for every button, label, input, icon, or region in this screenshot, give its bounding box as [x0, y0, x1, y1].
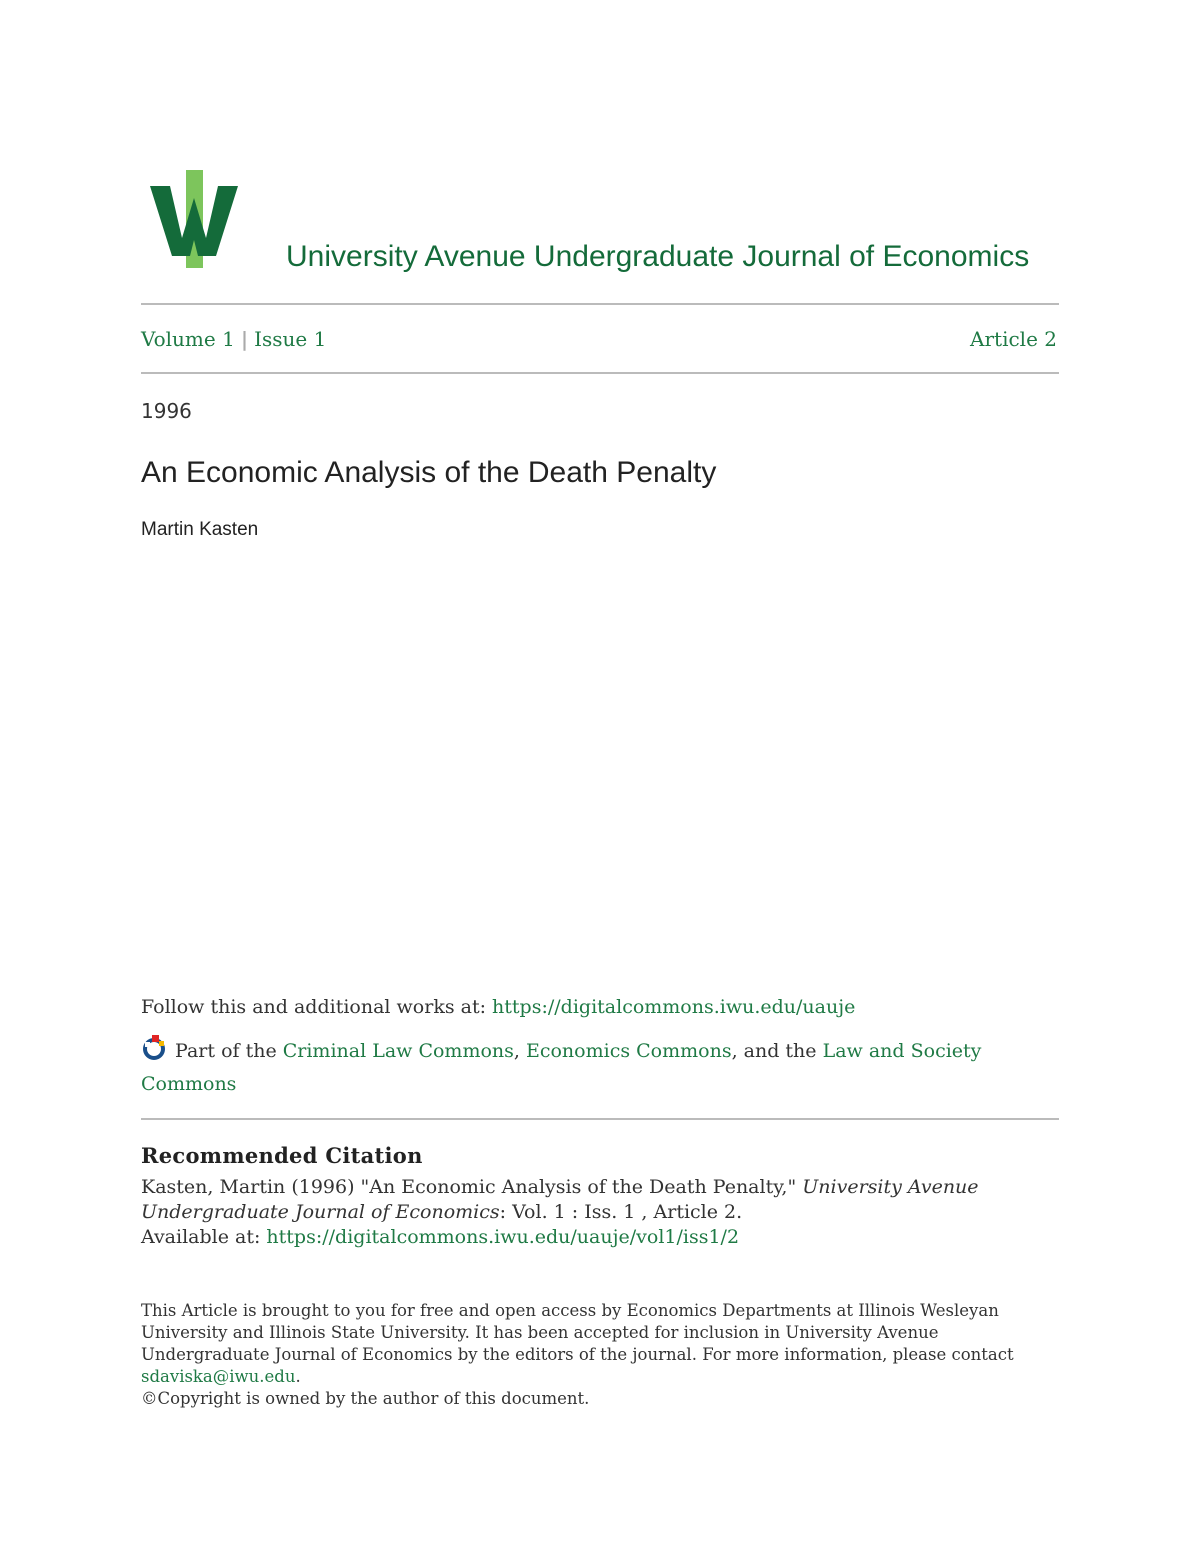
author-name: Martin Kasten: [141, 519, 259, 540]
issue-link[interactable]: Issue 1: [254, 327, 327, 351]
commons-network-icon: [141, 1033, 169, 1061]
criminal-law-commons-link[interactable]: Criminal Law Commons: [282, 1040, 514, 1062]
separator-text: , and the: [731, 1040, 823, 1062]
citation-heading: Recommended Citation: [141, 1143, 423, 1168]
citation-volume: : Vol. 1 : Iss. 1 , Article 2.: [499, 1201, 743, 1223]
divider: [141, 1118, 1059, 1120]
separator-text: ,: [513, 1040, 526, 1062]
follow-line: [141, 996, 855, 1018]
citation-body: [141, 1175, 1041, 1250]
disciplines-line: [141, 1033, 1041, 1101]
citation-journal: University Avenue Undergraduate Journal of Economics: [141, 1176, 979, 1223]
available-label: Available at:: [141, 1226, 267, 1248]
access-notice: [141, 1300, 1041, 1410]
article-title: An Economic Analysis of the Death Penalty: [141, 456, 717, 489]
copyright-text: ©Copyright is owned by the author of this document.: [141, 1389, 590, 1408]
divider: [141, 303, 1059, 305]
part-of-prefix: Part of the: [175, 1040, 283, 1062]
journal-title[interactable]: University Avenue Undergraduate Journal of Economics: [286, 240, 1030, 273]
citation-url-link[interactable]: https://digitalcommons.iwu.edu/uauje/vol1/iss1/2: [266, 1226, 740, 1248]
publication-year: 1996: [141, 399, 192, 423]
divider: [141, 372, 1059, 374]
law-and-society-commons-link[interactable]: Law and Society Commons: [141, 1040, 982, 1095]
issue-info-bar: [141, 327, 1059, 353]
iwu-logo: [148, 168, 240, 270]
economics-commons-link[interactable]: Economics Commons: [525, 1040, 732, 1062]
citation-text: Kasten, Martin (1996) "An Economic Analysis of the Death Penalty,": [141, 1176, 803, 1198]
notice-period: .: [295, 1367, 301, 1386]
follow-url-link[interactable]: https://digitalcommons.iwu.edu/uauje: [492, 996, 856, 1018]
volume-link[interactable]: Volume 1: [141, 327, 235, 351]
contact-email-link[interactable]: sdaviska@iwu.edu: [141, 1367, 296, 1386]
follow-text: Follow this and additional works at:: [141, 996, 493, 1018]
separator: |: [240, 327, 249, 351]
notice-text: This Article is brought to you for free and open access by Economics Departments at Illinois Wesleyan University and Illinois State University. It has been accepted for inclusion in University Avenue Undergraduate Journal of Economics by the editors of the journal. For more information, please contact: [141, 1301, 1014, 1364]
article-number-link[interactable]: Article 2: [970, 327, 1057, 351]
